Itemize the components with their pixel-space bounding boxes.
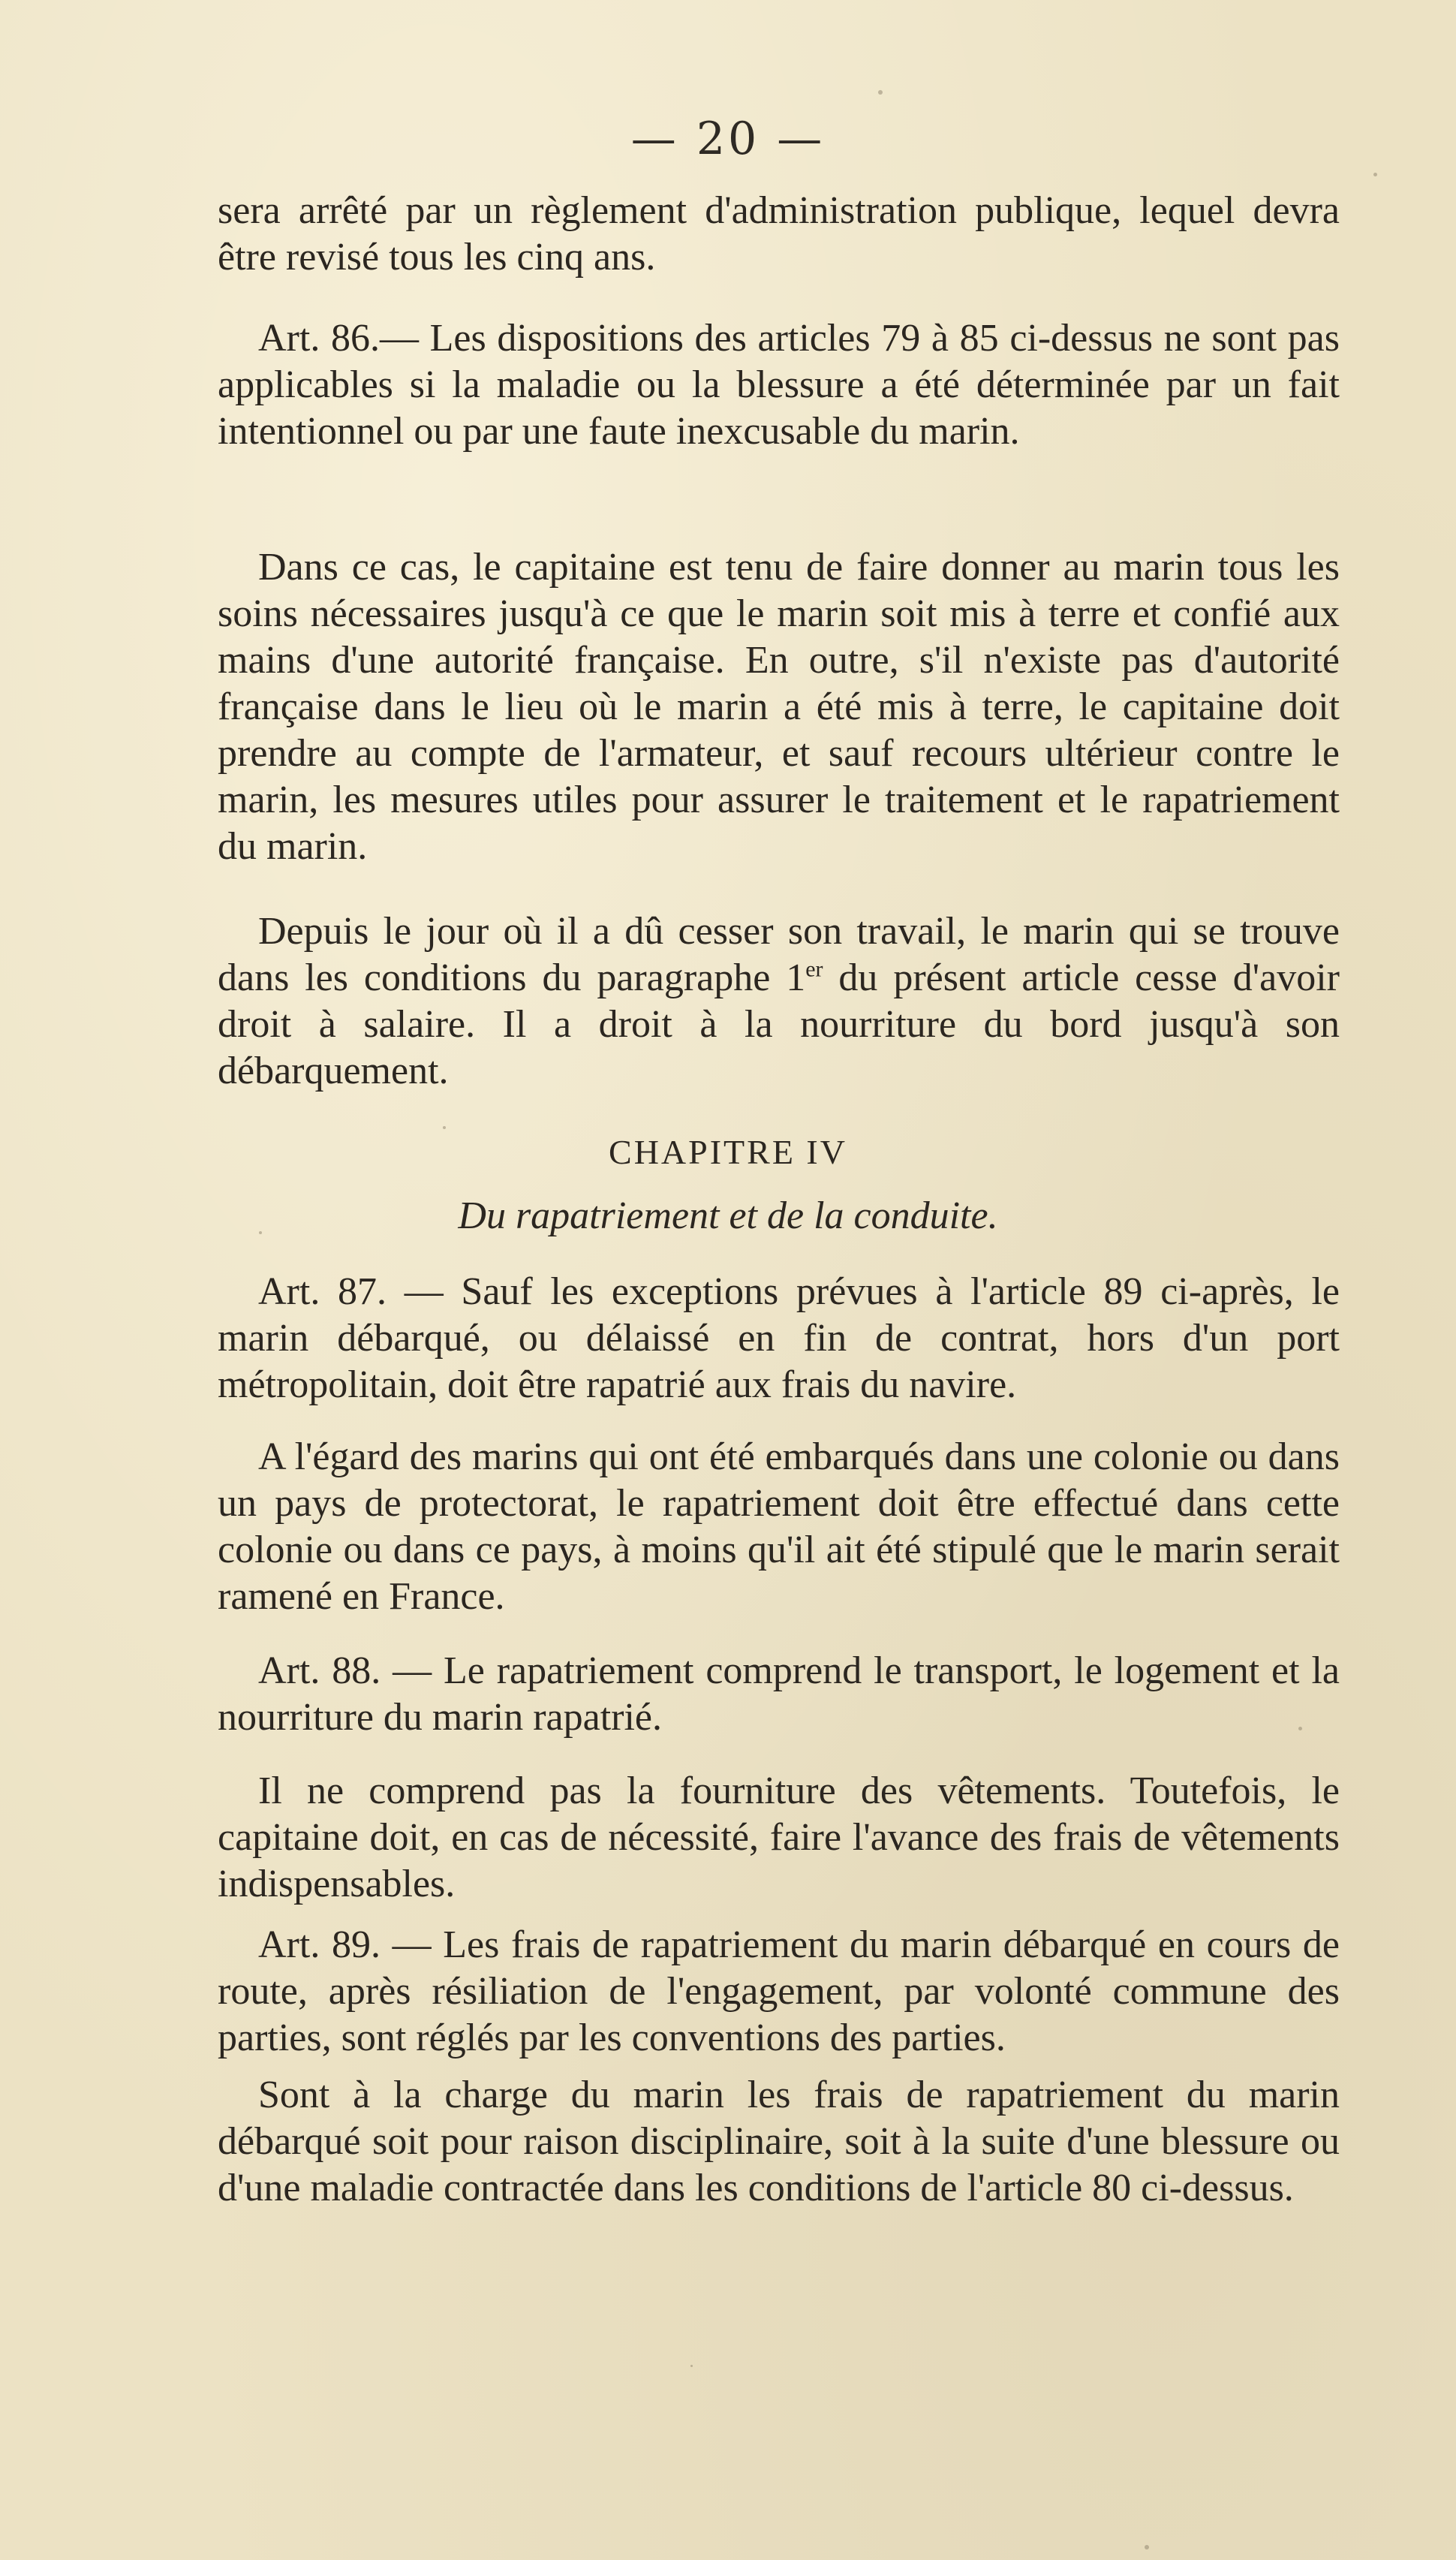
chapter-heading: CHAPITRE IV [609,1133,847,1171]
paper-speck [259,1231,262,1234]
article-86-para2-block [218,544,1340,870]
section-top [218,188,1340,281]
article-86-paragraph-3-end: du présent article cesse d'avoir droit à salaire. Il a droit à la nourriture du bord jusqu'à son débarquement. [218,956,1340,1092]
article-88: Art. 88. — Le rapatriement comprend le transport, le logement et la nourriture du marin rapatrié. [218,1649,1340,1739]
paper-speck [1145,2545,1149,2549]
article-86-paragraph-2: Dans ce cas, le capitaine est tenu de faire donner au marin tous les soins nécessaires jusqu'à ce que le marin soit mis à terre et confié aux mains d'une autorité française. En outre, s'il n'existe pas d'autorité française dans le lieu où le marin a été mis à terre, le capitaine doit prendre au compte de l'armateur, et sauf recours ultérieur contre le marin, les mesures utiles pour assurer le traitement et le rapatriement du marin. [218,546,1340,868]
article-87-paragraph-2: A l'égard des marins qui ont été embarqués dans une colonie ou dans un pays de protectorat, le rapatriement doit être effectué dans cette colonie ou dans ce pays, à moins qu'il ait été stipulé que le marin serait ramené en France. [218,1435,1340,1618]
article-88-block [218,1648,1340,1741]
paper-speck [443,1126,446,1129]
article-86: Art. 86.— Les dispositions des articles 79 à 85 ci-dessus ne sont pas applicables si la maladie ou la blessure a été déterminée par un fait intentionnel ou par une faute inexcusable du marin. [218,317,1340,453]
continuation-paragraph: sera arrêté par un règlement d'administration publique, lequel devra être revisé tous les cinq ans. [218,189,1340,279]
paper-speck [1298,1727,1302,1730]
article-88-para2-block [218,1768,1340,1908]
article-87-block [218,1269,1340,1408]
superscript-er: er [805,956,823,982]
article-87-para2-block [218,1434,1340,1620]
article-86-paragraph-3-start: Depuis le jour où il a dû cesser son travail, le marin qui se trouve dans les conditions du paragraphe 1 [218,910,1340,999]
article-89-block [218,1922,1340,2062]
article-89-paragraph-2: Sont à la charge du marin les frais de rapatriement du marin débarqué soit pour raison disciplinaire, soit à la suite d'une blessure ou d'une maladie contractée dans les conditions de l'article 80 ci-dessus. [218,2074,1340,2209]
paper-speck [690,2365,693,2367]
article-88-paragraph-2: Il ne comprend pas la fourniture des vêtements. Toutefois, le capitaine doit, en cas de nécessité, faire l'avance des frais de vêtements indispensables. [218,1769,1340,1905]
article-89-para2-block [218,2072,1340,2212]
page-number: — 20 — [630,113,826,165]
article-89: Art. 89. — Les frais de rapatriement du marin débarqué en cours de route, après résiliation de l'engagement, par volonté commune des parties, sont réglés par les conventions des parties. [218,1923,1340,2059]
article-86-paragraph-3 [218,908,1340,1095]
article-87: Art. 87. — Sauf les exceptions prévues à l'article 89 ci-après, le marin débarqué, ou délaissé en fin de contrat, hors d'un port métropolitain, doit être rapatrié aux frais du navire. [218,1270,1340,1406]
paper-speck [878,90,883,95]
article-86-block [218,315,1340,455]
paper-speck [1373,173,1377,176]
chapter-title: Du rapatriement et de la conduite. [458,1194,998,1237]
article-86-para3-block [218,908,1340,1095]
